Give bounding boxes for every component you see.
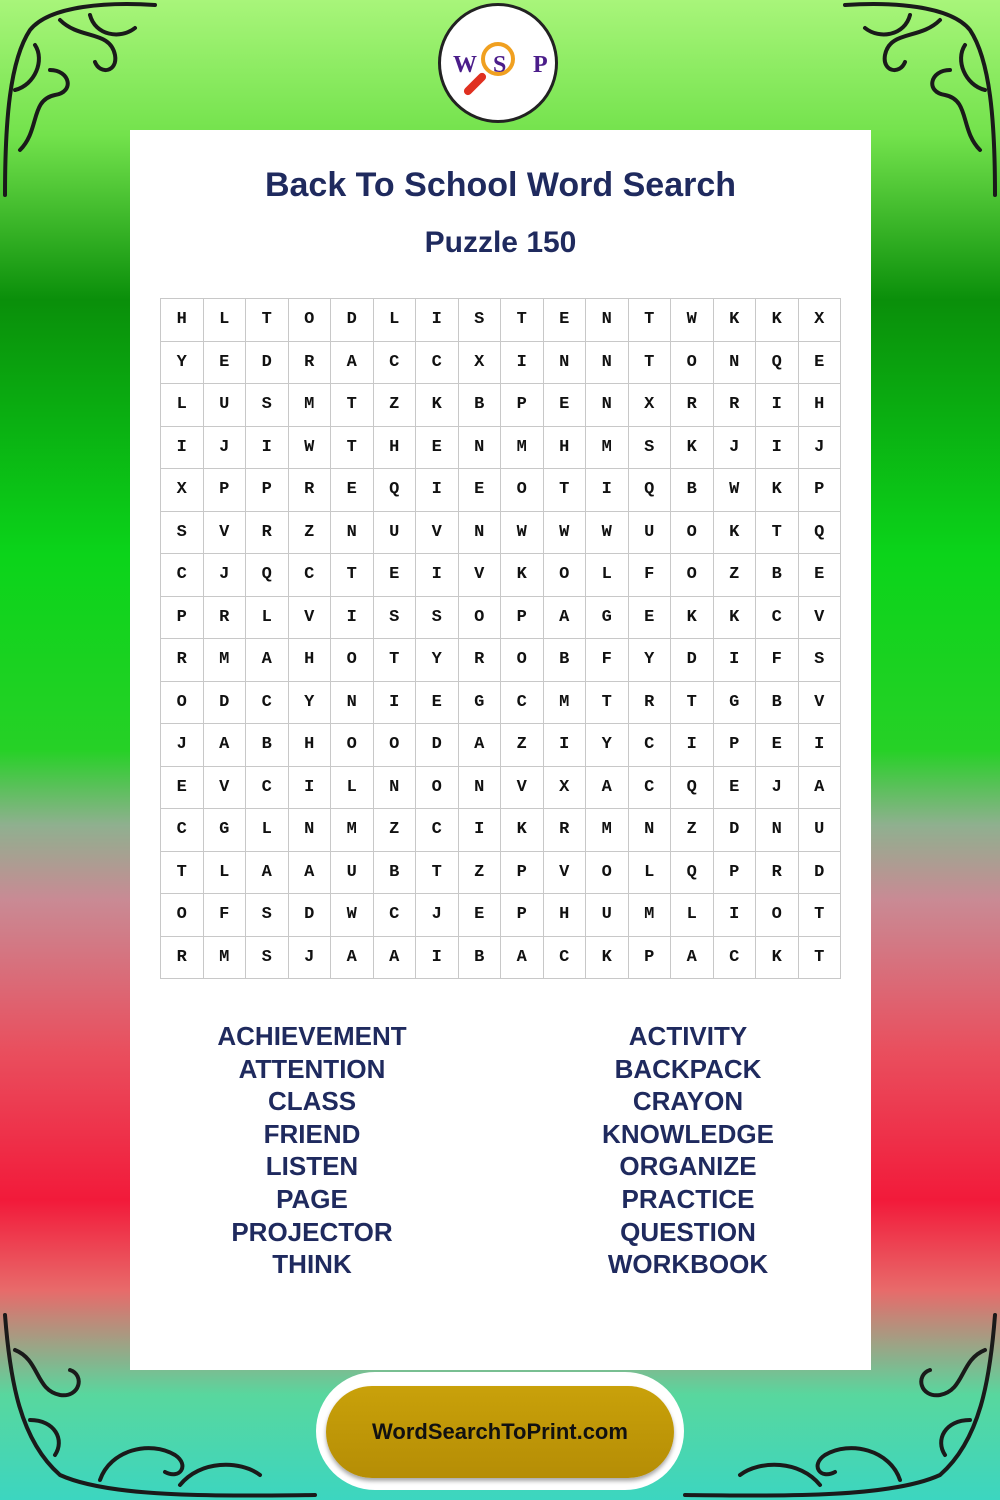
grid-cell[interactable]: Q [374,469,417,512]
grid-cell[interactable]: A [671,937,714,980]
grid-cell[interactable]: T [671,682,714,725]
grid-cell[interactable]: P [501,597,544,640]
grid-cell[interactable]: A [544,597,587,640]
grid-cell[interactable]: O [671,554,714,597]
letter-grid [160,298,841,979]
grid-cell[interactable]: W [586,512,629,555]
grid-cell[interactable]: Y [289,682,332,725]
grid-cell[interactable]: T [331,427,374,470]
grid-cell[interactable]: P [501,894,544,937]
grid-cell[interactable]: B [459,937,502,980]
grid-cell[interactable]: C [756,597,799,640]
puzzle-card [130,130,871,1370]
grid-cell[interactable]: D [204,682,247,725]
word-list-item: FRIEND [263,1118,361,1149]
grid-cell[interactable]: A [586,767,629,810]
grid-cell[interactable]: T [799,894,842,937]
grid-cell[interactable]: R [289,342,332,385]
grid-cell[interactable]: L [629,852,672,895]
grid-cell[interactable]: E [331,469,374,512]
grid-cell[interactable]: L [586,554,629,597]
grid-cell[interactable]: X [459,342,502,385]
grid-cell[interactable]: H [544,427,587,470]
grid-cell[interactable]: W [289,427,332,470]
grid-cell[interactable]: H [799,384,842,427]
site-link[interactable]: WordSearchToPrint.com [326,1386,674,1478]
grid-cell[interactable]: I [501,342,544,385]
grid-cell[interactable]: B [374,852,417,895]
grid-cell[interactable]: Y [586,724,629,767]
grid-cell[interactable]: M [204,639,247,682]
grid-cell[interactable]: M [544,682,587,725]
grid-cell[interactable]: M [629,894,672,937]
grid-cell[interactable]: T [501,299,544,342]
grid-cell[interactable]: O [331,639,374,682]
grid-cell[interactable]: K [671,597,714,640]
grid-cell[interactable]: X [544,767,587,810]
grid-cell[interactable]: L [246,809,289,852]
grid-cell[interactable]: G [586,597,629,640]
grid-cell[interactable]: Y [161,342,204,385]
grid-cell[interactable]: C [416,342,459,385]
word-list-item: PRACTICE [621,1183,755,1214]
grid-cell[interactable]: B [756,682,799,725]
grid-cell[interactable]: E [416,427,459,470]
grid-cell[interactable]: N [459,767,502,810]
grid-cell[interactable]: V [799,682,842,725]
grid-cell[interactable]: H [289,724,332,767]
grid-cell[interactable]: M [586,809,629,852]
grid-cell[interactable]: U [204,384,247,427]
grid-cell[interactable]: R [671,384,714,427]
grid-cell[interactable]: H [544,894,587,937]
grid-cell[interactable]: C [161,554,204,597]
grid-cell[interactable]: E [544,299,587,342]
grid-cell[interactable]: C [544,937,587,980]
word-list-item: CRAYON [632,1086,744,1117]
grid-cell[interactable]: N [586,384,629,427]
grid-cell[interactable]: A [246,639,289,682]
grid-cell[interactable]: V [289,597,332,640]
word-list-item: LISTEN [265,1151,359,1182]
word-list-item: PAGE [276,1183,348,1214]
grid-cell[interactable]: I [416,299,459,342]
grid-cell[interactable]: U [374,512,417,555]
grid-cell[interactable]: O [459,597,502,640]
logo-letter-p: P [533,52,548,78]
grid-cell[interactable]: S [416,597,459,640]
grid-cell[interactable]: E [374,554,417,597]
grid-cell[interactable]: J [416,894,459,937]
grid-cell[interactable]: O [586,852,629,895]
grid-cell[interactable]: D [289,894,332,937]
grid-cell[interactable]: C [289,554,332,597]
grid-cell[interactable]: Z [374,809,417,852]
grid-cell[interactable]: L [204,299,247,342]
grid-cell[interactable]: A [799,767,842,810]
grid-cell[interactable]: O [544,554,587,597]
grid-cell[interactable]: N [331,512,374,555]
grid-cell[interactable]: Z [459,852,502,895]
grid-cell[interactable]: C [246,682,289,725]
grid-cell[interactable]: S [799,639,842,682]
grid-cell[interactable]: S [161,512,204,555]
grid-cell[interactable]: I [459,809,502,852]
grid-cell[interactable]: O [161,682,204,725]
grid-cell[interactable]: J [799,427,842,470]
word-list-item: ACHIEVEMENT [217,1021,407,1051]
grid-cell[interactable]: I [374,682,417,725]
grid-cell[interactable]: H [161,299,204,342]
grid-cell[interactable]: P [799,469,842,512]
grid-cell[interactable]: A [331,342,374,385]
word-list-item: KNOWLEDGE [602,1118,774,1149]
grid-cell[interactable]: A [246,852,289,895]
grid-cell[interactable]: V [459,554,502,597]
grid-cell[interactable]: Z [671,809,714,852]
grid-cell[interactable]: E [459,469,502,512]
grid-cell[interactable]: N [331,682,374,725]
grid-cell[interactable]: C [629,724,672,767]
grid-cell[interactable]: B [671,469,714,512]
grid-cell[interactable]: B [246,724,289,767]
grid-cell[interactable]: E [714,767,757,810]
grid-cell[interactable]: I [799,724,842,767]
grid-cell[interactable]: A [459,724,502,767]
grid-cell[interactable]: W [544,512,587,555]
grid-cell[interactable]: S [246,894,289,937]
grid-cell[interactable]: T [331,384,374,427]
grid-cell[interactable]: K [501,809,544,852]
grid-cell[interactable]: V [204,767,247,810]
grid-cell[interactable]: I [714,894,757,937]
grid-cell[interactable]: E [799,342,842,385]
grid-cell[interactable]: T [544,469,587,512]
grid-cell[interactable]: E [799,554,842,597]
grid-cell[interactable]: L [671,894,714,937]
grid-cell[interactable]: K [501,554,544,597]
word-list-item: PROJECTOR [231,1216,393,1247]
grid-cell[interactable]: I [756,384,799,427]
grid-cell[interactable]: C [374,894,417,937]
grid-cell[interactable]: R [714,384,757,427]
grid-cell[interactable]: F [756,639,799,682]
grid-cell[interactable]: I [246,427,289,470]
grid-cell[interactable]: P [161,597,204,640]
grid-cell[interactable]: V [204,512,247,555]
grid-cell[interactable]: Z [714,554,757,597]
word-list-right [518,1020,858,1281]
word-list-item: BACKPACK [614,1053,762,1084]
grid-cell[interactable]: I [756,427,799,470]
grid-cell[interactable]: C [161,809,204,852]
grid-cell[interactable]: N [459,512,502,555]
grid-cell[interactable]: N [756,809,799,852]
grid-cell[interactable]: W [714,469,757,512]
grid-cell[interactable]: I [416,937,459,980]
grid-cell[interactable]: R [246,512,289,555]
grid-cell[interactable]: C [416,809,459,852]
grid-cell[interactable]: N [586,299,629,342]
grid-cell[interactable]: O [289,299,332,342]
grid-cell[interactable]: S [459,299,502,342]
grid-cell[interactable]: Q [629,469,672,512]
puzzle-number: Puzzle 150 [424,226,577,259]
grid-cell[interactable]: I [331,597,374,640]
grid-cell[interactable]: E [416,682,459,725]
grid-cell[interactable]: W [331,894,374,937]
grid-cell[interactable]: D [416,724,459,767]
grid-cell[interactable]: K [756,937,799,980]
grid-cell[interactable]: K [416,384,459,427]
grid-cell[interactable]: P [501,384,544,427]
grid-cell[interactable]: A [374,937,417,980]
grid-cell[interactable]: N [289,809,332,852]
grid-cell[interactable]: K [586,937,629,980]
grid-cell[interactable]: V [544,852,587,895]
grid-cell[interactable]: G [714,682,757,725]
logo [438,3,558,123]
grid-cell[interactable]: P [246,469,289,512]
grid-cell[interactable]: I [586,469,629,512]
grid-cell[interactable]: I [416,554,459,597]
grid-cell[interactable]: I [289,767,332,810]
grid-cell[interactable]: L [374,299,417,342]
grid-cell[interactable]: W [671,299,714,342]
grid-cell[interactable]: R [204,597,247,640]
grid-cell[interactable]: N [544,342,587,385]
grid-cell[interactable]: R [161,937,204,980]
grid-cell[interactable]: N [374,767,417,810]
grid-cell[interactable]: C [501,682,544,725]
grid-cell[interactable]: T [629,299,672,342]
grid-cell[interactable]: Q [756,342,799,385]
grid-cell[interactable]: B [544,639,587,682]
word-list-item: ORGANIZE [619,1151,757,1182]
grid-cell[interactable]: V [501,767,544,810]
word-list-item: THINK [272,1249,352,1280]
grid-cell[interactable]: M [501,427,544,470]
grid-cell[interactable]: A [204,724,247,767]
grid-cell[interactable]: E [544,384,587,427]
grid-cell[interactable]: S [246,384,289,427]
grid-cell[interactable]: A [501,937,544,980]
grid-cell[interactable]: T [799,937,842,980]
grid-cell[interactable]: V [416,512,459,555]
grid-cell[interactable]: R [544,809,587,852]
grid-cell[interactable]: R [629,682,672,725]
grid-cell[interactable]: T [331,554,374,597]
grid-cell[interactable]: O [501,639,544,682]
logo-letter-w: W [453,52,477,78]
grid-cell[interactable]: D [799,852,842,895]
grid-cell[interactable]: I [671,724,714,767]
grid-cell[interactable]: F [586,639,629,682]
grid-cell[interactable]: M [331,809,374,852]
grid-cell[interactable]: S [629,427,672,470]
grid-cell[interactable]: P [714,852,757,895]
grid-cell[interactable]: N [459,427,502,470]
word-list-left [142,1020,482,1281]
grid-cell[interactable]: J [204,554,247,597]
grid-cell[interactable]: T [374,639,417,682]
grid-cell[interactable]: E [204,342,247,385]
grid-cell[interactable]: X [161,469,204,512]
grid-cell[interactable]: C [629,767,672,810]
grid-cell[interactable]: H [289,639,332,682]
grid-cell[interactable]: U [331,852,374,895]
grid-cell[interactable]: I [544,724,587,767]
grid-cell[interactable]: K [756,299,799,342]
grid-cell[interactable]: T [629,342,672,385]
grid-cell[interactable]: I [416,469,459,512]
grid-cell[interactable]: K [714,299,757,342]
grid-cell[interactable]: M [586,427,629,470]
grid-cell[interactable]: Z [374,384,417,427]
word-list-item: ATTENTION [238,1053,386,1084]
grid-cell[interactable]: M [204,937,247,980]
grid-cell[interactable]: E [629,597,672,640]
grid-cell[interactable]: E [459,894,502,937]
grid-cell[interactable]: N [714,342,757,385]
grid-cell[interactable]: G [204,809,247,852]
grid-cell[interactable]: Q [671,767,714,810]
grid-cell[interactable]: O [161,894,204,937]
grid-cell[interactable]: J [161,724,204,767]
grid-cell[interactable]: L [331,767,374,810]
grid-cell[interactable]: R [459,639,502,682]
grid-cell[interactable]: K [756,469,799,512]
page-title: Back To School Word Search [264,166,737,204]
grid-cell[interactable]: B [756,554,799,597]
grid-cell[interactable]: Y [416,639,459,682]
grid-cell[interactable]: U [799,809,842,852]
grid-cell[interactable]: Z [501,724,544,767]
grid-cell[interactable]: O [501,469,544,512]
grid-cell[interactable]: P [501,852,544,895]
grid-cell[interactable]: U [586,894,629,937]
grid-cell[interactable]: J [289,937,332,980]
grid-cell[interactable]: T [246,299,289,342]
grid-cell[interactable]: C [714,937,757,980]
grid-cell[interactable]: M [289,384,332,427]
grid-cell[interactable]: Q [671,852,714,895]
grid-cell[interactable]: I [714,639,757,682]
grid-cell[interactable]: L [246,597,289,640]
grid-cell[interactable]: Z [289,512,332,555]
grid-cell[interactable]: E [161,767,204,810]
grid-cell[interactable]: J [756,767,799,810]
grid-cell[interactable]: X [629,384,672,427]
grid-cell[interactable]: T [586,682,629,725]
logo-letter-s: S [493,52,507,78]
grid-cell[interactable]: F [629,554,672,597]
grid-cell[interactable]: T [161,852,204,895]
grid-cell[interactable]: P [204,469,247,512]
grid-cell[interactable]: U [629,512,672,555]
grid-cell[interactable]: T [416,852,459,895]
grid-cell[interactable]: N [586,342,629,385]
grid-cell[interactable]: O [331,724,374,767]
word-list-item: WORKBOOK [607,1249,769,1280]
grid-cell[interactable]: I [161,427,204,470]
grid-cell[interactable]: E [756,724,799,767]
grid-cell[interactable]: L [161,384,204,427]
grid-cell[interactable]: V [799,597,842,640]
grid-cell[interactable]: A [331,937,374,980]
grid-cell[interactable]: T [756,512,799,555]
grid-cell[interactable]: R [161,639,204,682]
grid-cell[interactable]: D [714,809,757,852]
grid-cell[interactable]: X [799,299,842,342]
grid-cell[interactable]: B [459,384,502,427]
grid-cell[interactable]: O [671,512,714,555]
grid-cell[interactable]: O [374,724,417,767]
grid-cell[interactable]: O [416,767,459,810]
grid-cell[interactable]: C [374,342,417,385]
grid-cell[interactable]: K [714,512,757,555]
grid-cell[interactable]: K [714,597,757,640]
word-list-item: CLASS [267,1086,357,1117]
grid-cell[interactable]: Y [629,639,672,682]
grid-cell[interactable]: P [629,937,672,980]
grid-cell[interactable]: Q [799,512,842,555]
grid-cell[interactable]: O [756,894,799,937]
grid-cell[interactable]: D [671,639,714,682]
grid-cell[interactable]: D [331,299,374,342]
grid-cell[interactable]: F [204,894,247,937]
word-list-item: ACTIVITY [628,1021,748,1051]
grid-cell[interactable]: S [374,597,417,640]
grid-cell[interactable]: C [246,767,289,810]
grid-cell[interactable]: N [629,809,672,852]
grid-cell[interactable]: J [714,427,757,470]
grid-cell[interactable]: R [289,469,332,512]
grid-cell[interactable]: O [671,342,714,385]
word-list-item: QUESTION [620,1216,756,1247]
grid-cell[interactable]: L [204,852,247,895]
grid-cell[interactable]: K [671,427,714,470]
grid-cell[interactable]: P [714,724,757,767]
grid-cell[interactable]: R [756,852,799,895]
grid-cell[interactable]: D [246,342,289,385]
grid-cell[interactable]: Q [246,554,289,597]
grid-cell[interactable]: G [459,682,502,725]
grid-cell[interactable]: H [374,427,417,470]
grid-cell[interactable]: S [246,937,289,980]
site-badge [316,1372,684,1490]
grid-cell[interactable]: W [501,512,544,555]
grid-cell[interactable]: J [204,427,247,470]
grid-cell[interactable]: A [289,852,332,895]
